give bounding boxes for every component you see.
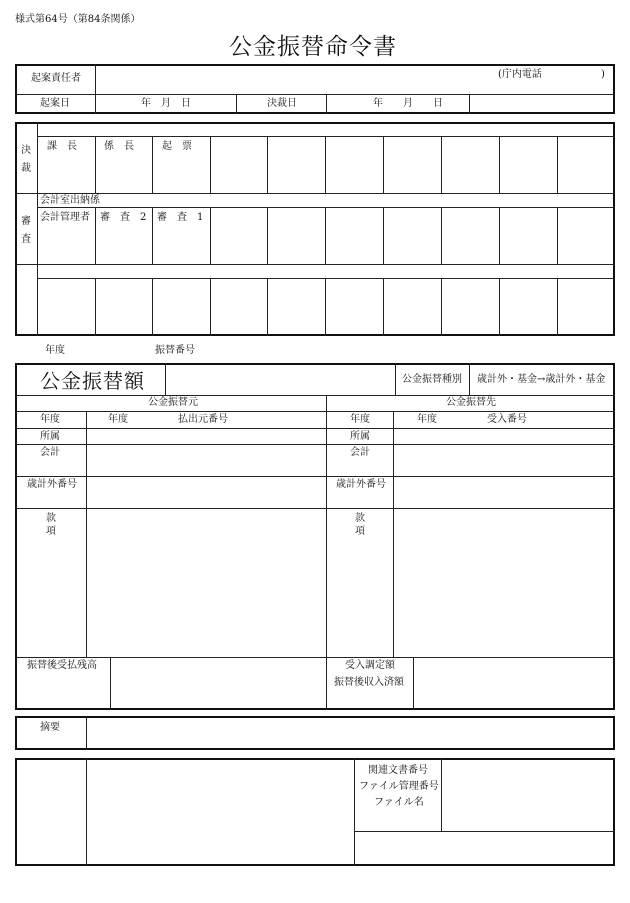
treasury-office-label: 会計室出納係 xyxy=(40,195,100,206)
transfer-number-label: 振替番号 xyxy=(155,345,195,356)
accounting-manager-label: 会計管理者 xyxy=(40,212,90,223)
receipt-adjusted-label: 受入調定額 xyxy=(345,660,395,671)
section-chief-label: 課 長 xyxy=(47,141,77,152)
decision-date-format: 年 月 日 xyxy=(373,98,443,109)
draft-date-label: 起案日 xyxy=(40,98,70,109)
dest-department-label: 所属 xyxy=(350,431,370,442)
page-title: 公金振替命令書 xyxy=(229,34,397,60)
summary-label: 摘要 xyxy=(40,722,60,733)
dest-year-label: 年度 xyxy=(350,414,370,425)
footer-box xyxy=(15,758,615,866)
payout-number-label: 払出元番号 xyxy=(178,414,228,425)
phone-label: (庁内電話 xyxy=(498,69,542,80)
source-label: 公金振替元 xyxy=(148,397,198,408)
dest-account-label: 会計 xyxy=(350,447,370,458)
audit-label-1: 審 xyxy=(21,216,31,227)
source-extra-budget-label: 歳計外番号 xyxy=(27,479,77,490)
file-name-label: ファイル名 xyxy=(374,797,424,808)
decision-label-2: 裁 xyxy=(21,163,31,174)
dest-label: 公金振替先 xyxy=(446,397,496,408)
source-year-label: 年度 xyxy=(40,414,60,425)
fiscal-year-label: 年度 xyxy=(45,345,65,356)
source-department-label: 所属 xyxy=(40,431,60,442)
approval-box xyxy=(15,122,615,336)
phone-close: ) xyxy=(601,69,605,80)
form-number: 様式第64号（第84条関係） xyxy=(15,14,141,25)
transfer-type-label: 公金振替種別 xyxy=(402,374,462,385)
audit-label-2: 査 xyxy=(21,234,31,245)
chief-label: 係 長 xyxy=(104,141,134,152)
audit1-label: 審 査 1 xyxy=(157,212,204,223)
decision-label-1: 決 xyxy=(21,145,31,156)
balance-after-label: 振替後受払残高 xyxy=(27,660,97,671)
dest-kan-label: 款 xyxy=(355,513,365,524)
drafting-label: 起 票 xyxy=(162,141,192,152)
drafter-label: 起案責任者 xyxy=(31,73,81,84)
summary-box xyxy=(15,716,615,750)
source-kan-label: 款 xyxy=(46,513,56,524)
transfer-amount-label: 公金振替額 xyxy=(40,369,145,393)
draft-date-format: 年 月 日 xyxy=(141,98,191,109)
related-doc-label: 関連文書番号 xyxy=(368,765,428,776)
dest-year-label-2: 年度 xyxy=(417,414,437,425)
receipt-number-label: 受入番号 xyxy=(487,414,527,425)
decision-date-label: 決裁日 xyxy=(267,98,297,109)
dest-kou-label: 項 xyxy=(355,526,365,537)
audit2-label: 審 査 2 xyxy=(100,212,147,223)
received-after-label: 振替後収入済額 xyxy=(334,677,404,688)
file-mgmt-label: ファイル管理番号 xyxy=(359,781,439,792)
source-year-label-2: 年度 xyxy=(108,414,128,425)
source-kou-label: 項 xyxy=(46,526,56,537)
dest-extra-budget-label: 歳計外番号 xyxy=(336,479,386,490)
source-account-label: 会計 xyxy=(40,447,60,458)
transfer-type-value: 歳計外・基金→歳計外・基金 xyxy=(477,374,606,385)
